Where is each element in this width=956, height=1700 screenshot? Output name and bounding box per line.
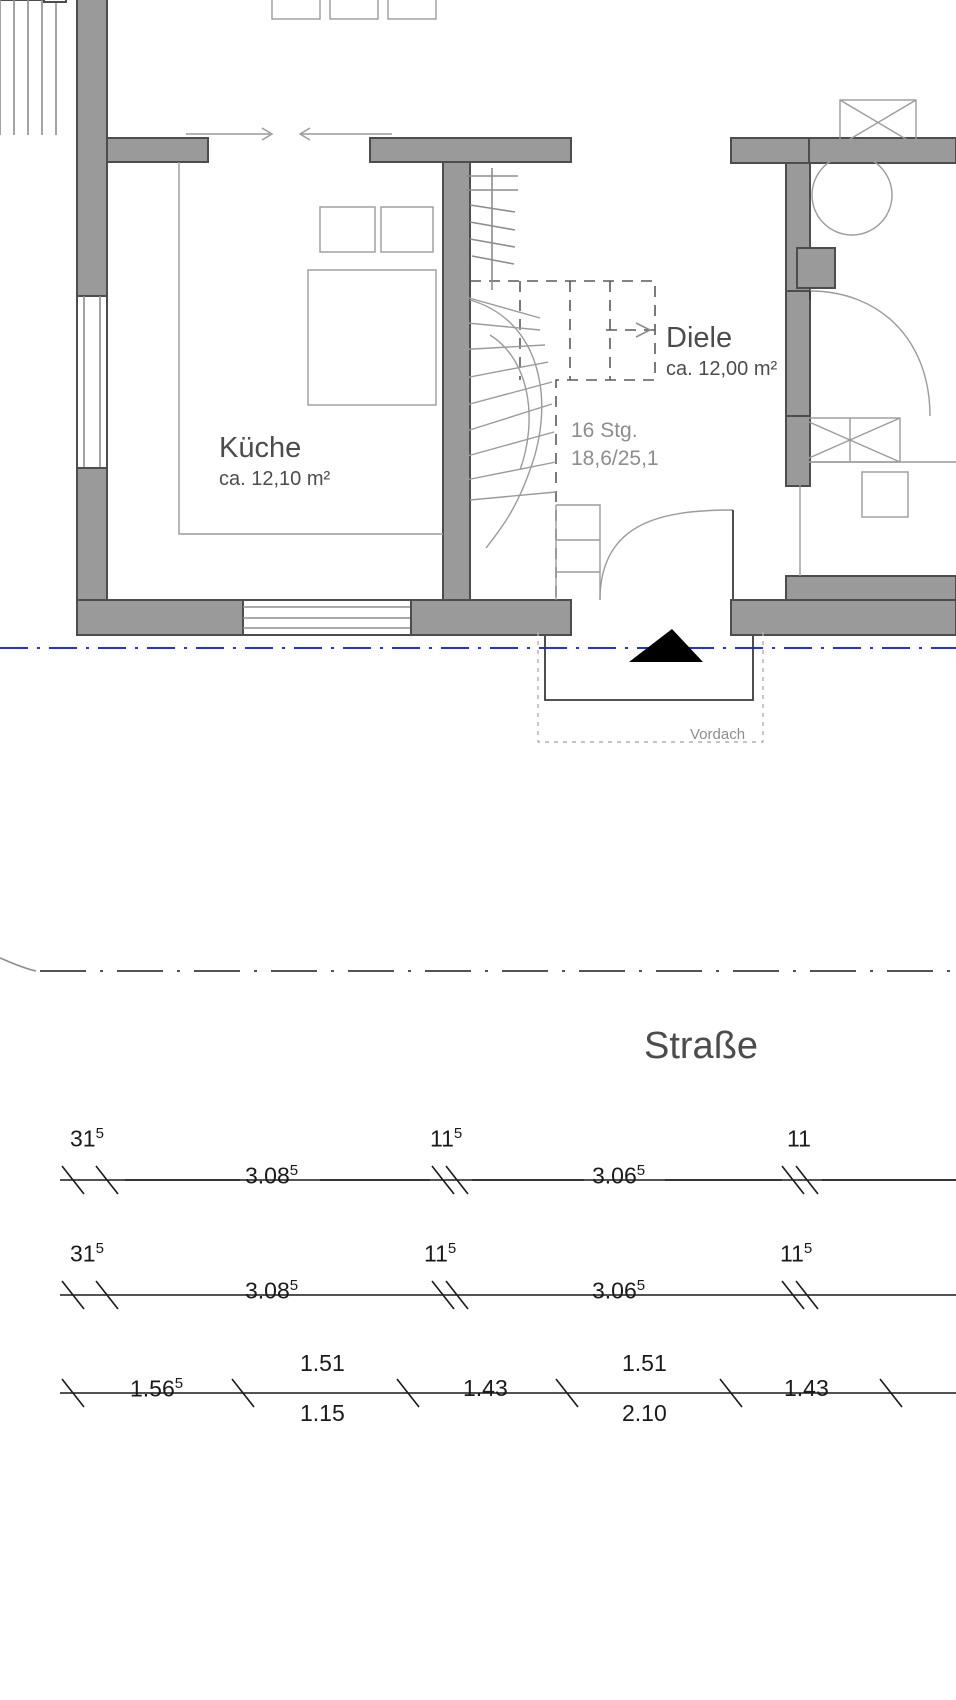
room-label-diele: Diele <box>666 322 733 354</box>
dim-tick-label <box>70 1240 104 1268</box>
dim-superscript: 5 <box>636 1162 646 1179</box>
dim-span-label <box>592 1162 645 1190</box>
dim-superscript: 5 <box>95 1240 104 1257</box>
dim-value: 3.08 <box>245 1162 290 1189</box>
dim-superscript: 5 <box>453 1125 463 1142</box>
stairs-count-label: 16 Stg. <box>571 419 638 442</box>
dim-value: 31 <box>70 1125 96 1152</box>
dim-value: 11 <box>780 1240 804 1267</box>
dim-superscript: 5 <box>447 1240 457 1257</box>
dim-tick-label <box>424 1240 456 1268</box>
canopy-label: Vordach <box>690 726 746 743</box>
dim-span-label <box>245 1277 298 1305</box>
dim-value: 31 <box>70 1240 96 1267</box>
dim-span-secondary-label: 1.15 <box>300 1400 345 1426</box>
dim-superscript: 5 <box>174 1375 184 1392</box>
dim-value: 3.08 <box>245 1277 290 1304</box>
dim-superscript: 5 <box>289 1277 299 1294</box>
dim-value: 11 <box>430 1125 454 1152</box>
dim-span-label: 1.43 <box>463 1375 508 1401</box>
dim-tick-label <box>780 1240 812 1268</box>
dim-tick-label <box>430 1125 462 1153</box>
room-area-diele: ca. 12,00 m² <box>666 358 778 380</box>
dim-value: 11 <box>424 1240 448 1267</box>
dim-span-secondary-label: 2.10 <box>622 1400 667 1426</box>
dim-superscript: 5 <box>636 1277 646 1294</box>
dim-span-label <box>592 1277 645 1305</box>
dim-span-label: 1.43 <box>784 1375 829 1401</box>
room-area-kueche: ca. 12,10 m² <box>219 468 331 490</box>
dim-value: 3.06 <box>592 1277 637 1304</box>
dim-span-label <box>245 1162 298 1190</box>
dim-value: 11 <box>787 1125 811 1152</box>
dim-superscript: 5 <box>95 1125 104 1142</box>
street-label: Straße <box>644 1025 759 1067</box>
dim-superscript: 5 <box>803 1240 813 1257</box>
dim-span-label: 1.51 <box>622 1350 667 1376</box>
dim-tick-label <box>70 1125 104 1153</box>
dim-superscript: 5 <box>289 1162 299 1179</box>
dim-span-label: 1.51 <box>300 1350 345 1376</box>
dim-value: 3.06 <box>592 1162 637 1189</box>
dim-tick-label <box>787 1125 811 1153</box>
dim-value: 1.56 <box>130 1375 175 1402</box>
stairs-dimension-label: 18,6/25,1 <box>571 447 659 470</box>
dim-span-label <box>130 1375 183 1403</box>
room-label-kueche: Küche <box>219 432 302 464</box>
